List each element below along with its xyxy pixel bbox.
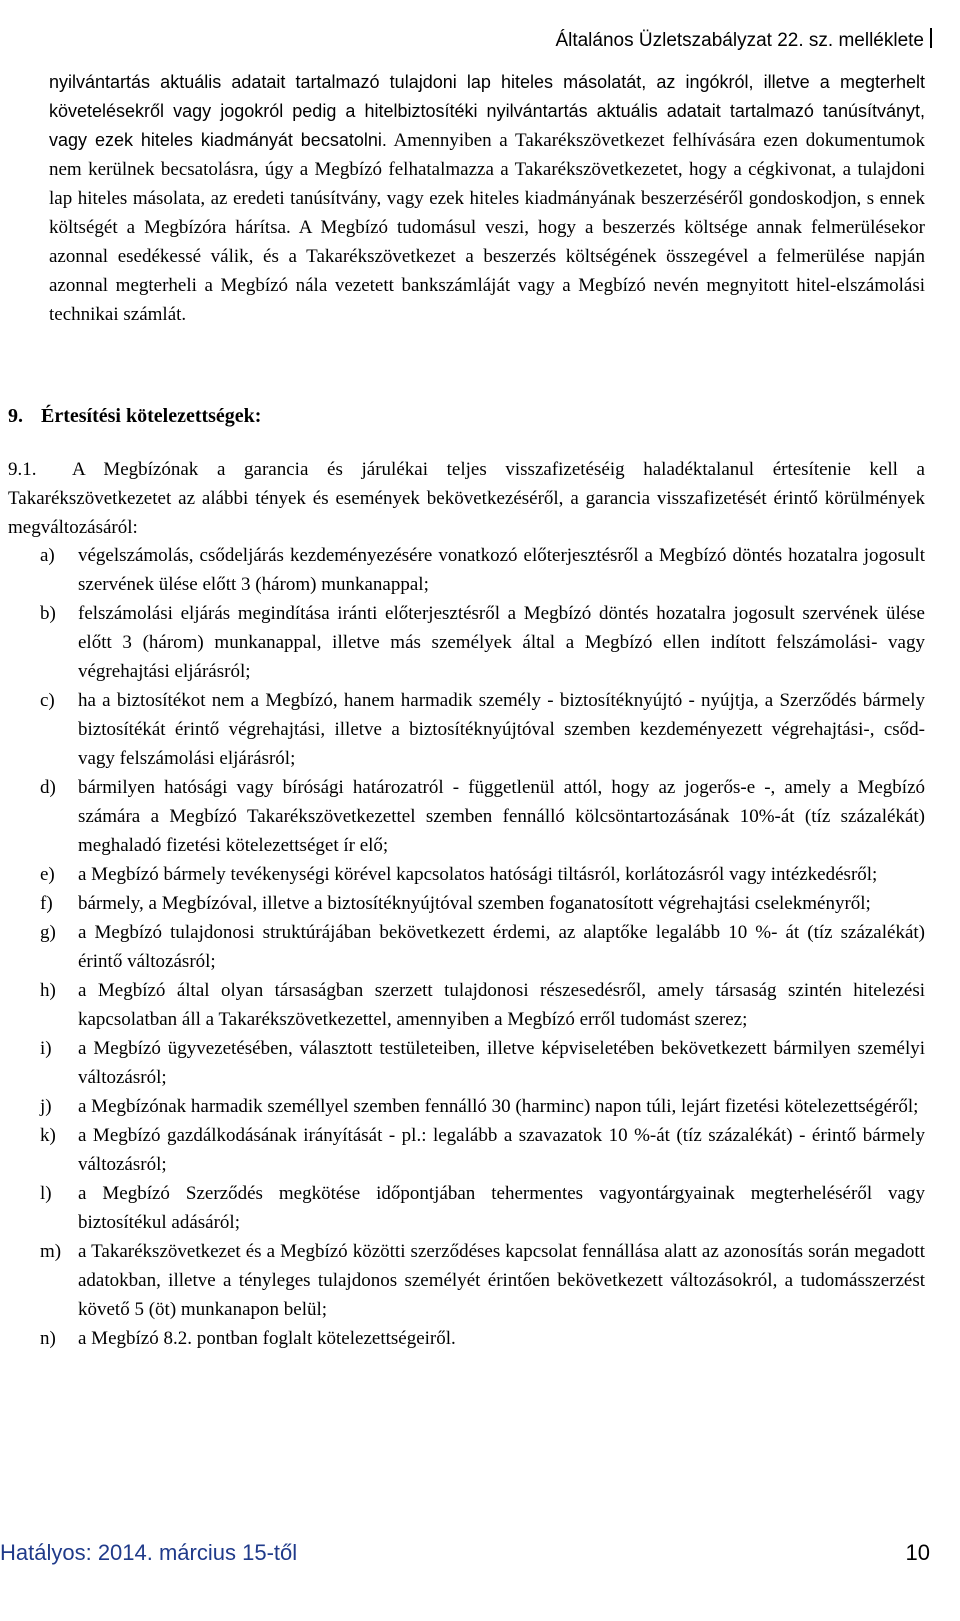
list-item-letter: g) xyxy=(40,922,56,943)
section-heading xyxy=(8,405,261,428)
page-number: 10 xyxy=(905,1540,930,1565)
list-item xyxy=(8,599,925,686)
list-item-text: a Megbízó gazdálkodásának irányítását - pl.: legalább a szavazatok 10 %-át (tíz százalékát) - érintő bármely változásról; xyxy=(78,1125,925,1175)
list-item-text: bármely, a Megbízóval, illetve a biztosítéknyújtóval szemben foganatosított végrehajtási cselekményről; xyxy=(78,893,871,914)
section-title: Értesítési kötelezettségek: xyxy=(41,405,262,427)
list-item-letter: d) xyxy=(40,777,56,798)
list-item-letter: i) xyxy=(40,1038,52,1059)
list-item-text: a Takarékszövetkezet és a Megbízó közötti szerződéses kapcsolat fennállása alatt az azonosítás során megadott adatokban, illetve a tényleges tulajdonos személyét érintően bekövetkezett változásokról, a tudomásszerzést követő 5 (öt) munkanapon belül; xyxy=(78,1241,925,1320)
list-item-text: a Megbízó bármely tevékenységi körével kapcsolatos hatósági tiltásról, korlátozásról vagy intézkedésről; xyxy=(78,864,878,885)
list-item xyxy=(8,918,925,976)
list-item-letter: a) xyxy=(40,545,55,566)
list-item-text: a Megbízó ügyvezetésében, választott testületeiben, illetve képviseletében bekövetkezett bármilyen személyi változásról; xyxy=(78,1038,925,1088)
list-item-letter: f) xyxy=(40,893,53,914)
list-item xyxy=(8,1179,925,1237)
header-divider xyxy=(930,28,932,48)
list-item-text: ha a biztosítékot nem a Megbízó, hanem harmadik személy - biztosítéknyújtó - nyújtja, a Szerződés bármely biztosítékát érintő végrehajtási, illetve a biztosítéknyújtóval szemben kezdeményezett végrehajtási-, csőd- vagy felszámolási eljárásról; xyxy=(78,690,925,769)
list-item xyxy=(8,860,925,889)
list-item-letter: h) xyxy=(40,980,56,1001)
list-item-letter: k) xyxy=(40,1125,56,1146)
list-item-text: a Megbízó tulajdonosi struktúrájában bekövetkezett érdemi, az alaptőke legalább 10 %- át (tíz százalékát) érintő változásról; xyxy=(78,922,925,972)
list-item-text: végelszámolás, csődeljárás kezdeményezésére vonatkozó előterjesztésről a Megbízó döntés hozatalra jogosult szervének ülése előtt 3 (három) munkanappal; xyxy=(78,545,925,595)
list-item xyxy=(8,1121,925,1179)
list-item xyxy=(8,686,925,773)
list-item xyxy=(8,976,925,1034)
page-header: Általános Üzletszabályzat 22. sz. melléklete xyxy=(555,30,924,51)
list-item-letter: m) xyxy=(40,1241,62,1262)
list-item-text: felszámolási eljárás megindítása iránti előterjesztésről a Megbízó döntés hozatalra jogosult szervének ülése előtt 3 (három) munkanappal, illetve más személyek által a Megbízó ellen indított felszámolási- vagy végrehajtási eljárásról; xyxy=(78,603,925,682)
obligation-list xyxy=(8,541,925,1353)
list-item-text: a Megbízónak harmadik személlyel szemben fennálló 30 (harminc) napon túli, lejárt fizetési kötelezettségéről; xyxy=(78,1096,919,1117)
subsection-text: A Megbízónak a garancia és járulékai teljes visszafizetéséig haladéktalanul értesítenie kell a Takarékszövetkezetet az alábbi tények és események bekövetkezéséről, a garancia visszafizetését érintő körülmények megváltozásáról: xyxy=(8,459,925,538)
list-item-letter: n) xyxy=(40,1328,56,1349)
list-item xyxy=(8,1237,925,1324)
list-item-text: a Megbízó Szerződés megkötése időpontjában tehermentes vagyontárgyainak megterheléséről vagy biztosítékul adásáról; xyxy=(78,1183,925,1233)
list-item-letter: c) xyxy=(40,690,55,711)
list-item-letter: b) xyxy=(40,603,56,624)
intro-paragraph xyxy=(49,68,925,329)
list-item xyxy=(8,1324,925,1353)
list-item-letter: e) xyxy=(40,864,55,885)
list-item-text: a Megbízó által olyan társaságban szerzett tulajdonosi részesedésről, amely társaság szintén hitelezési kapcsolatban áll a Takarékszövetkezettel, amennyiben a Megbízó erről tudomást szerez; xyxy=(78,980,925,1030)
subsection-number: 9.1. xyxy=(8,459,37,480)
intro-text-part2: Amennyiben a Takarékszövetkezet felhívására ezen dokumentumok nem kerülnek becsatolásra, úgy a Megbízó felhatalmazza a Takarékszövetkezetet, hogy a cégkivonat, a tulajdoni lap hiteles másolata, az eredeti tanúsítvány, vagy ezek hiteles kiadmányának beszerzéséről gondoskodjon, s ennek költségét a Megbízóra hárítsa. xyxy=(49,130,925,238)
list-item-text: bármilyen hatósági vagy bírósági határozatról - függetlenül attól, hogy az jogerős-e -, amely a Megbízó számára a Megbízó Takarékszövetkezettel szemben fennálló kölcsöntartozásának 10%-át (tíz százalékát) meghaladó fizetési kötelezettséget ír elő; xyxy=(78,777,925,856)
list-item-text: a Megbízó 8.2. pontban foglalt kötelezettségeiről. xyxy=(78,1328,456,1349)
intro-text-part3: A Megbízó tudomásul veszi, hogy a beszerzés költsége annak felmerülésekor azonnal esedékessé válik, és a Takarékszövetkezet a beszerzés költségének összegével a felmerülése napján azonnal megterheli a Megbízó nála vezetett bankszámláját vagy a Megbízó nevén megnyitott hitel-elszámolási technikai számlát. xyxy=(49,217,925,325)
list-item-letter: l) xyxy=(40,1183,52,1204)
effective-date: Hatályos: 2014. március 15-től xyxy=(0,1540,298,1565)
list-item xyxy=(8,1092,925,1121)
list-item xyxy=(8,541,925,599)
list-item-letter: j) xyxy=(40,1096,52,1117)
list-item xyxy=(8,773,925,860)
section-number: 9. xyxy=(8,405,23,427)
list-item xyxy=(8,889,925,918)
intro-text-part1: nyilvántartás aktuális adatait tartalmazó tulajdoni lap hiteles másolatát, az ingókról, illetve a megterhelt követelésekről vagy jogokról pedig a hitelbiztosítéki nyilvántartás aktuális adatait tartalmazó tanúsítványt, vagy ezek hiteles kiadmányát becsatolni. xyxy=(49,72,925,150)
subsection-paragraph xyxy=(8,455,925,542)
list-item xyxy=(8,1034,925,1092)
